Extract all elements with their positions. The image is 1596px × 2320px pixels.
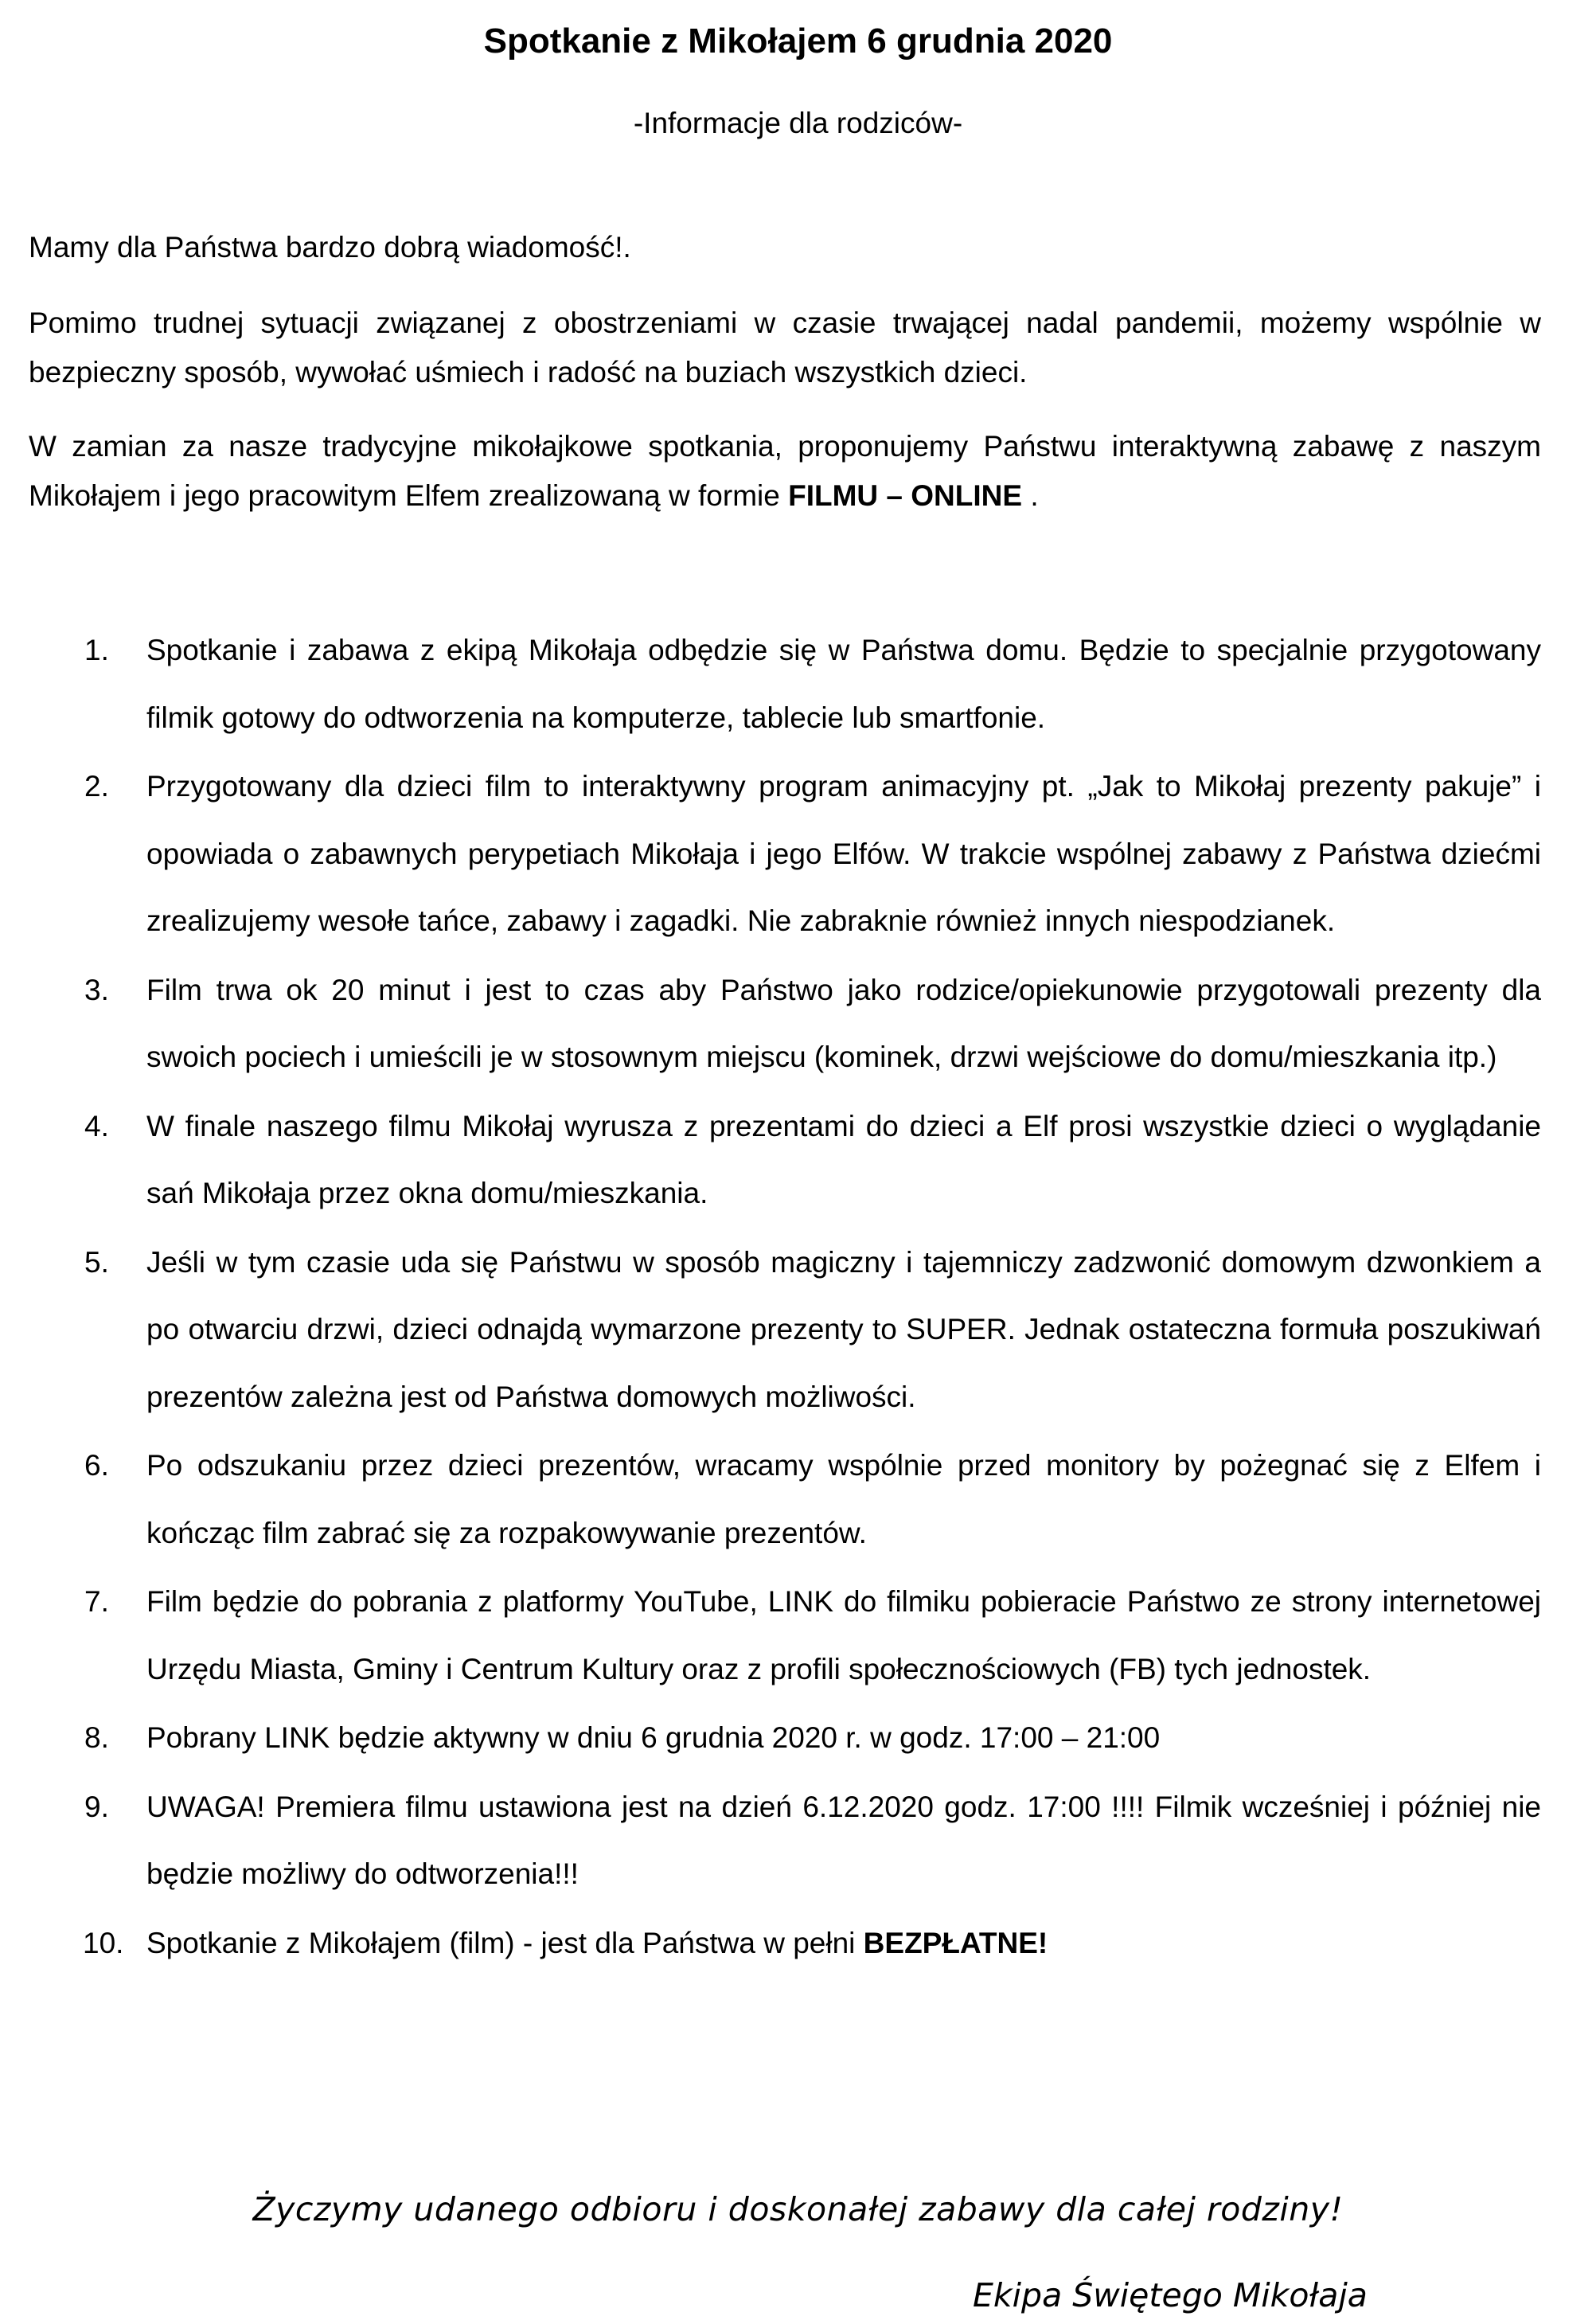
list-item-number: 9. [84,1790,109,1823]
proposal-text: W zamian za nasze tradycyjne mikołajkowe spotkania, proponujemy Państwu interaktywną zabawę z naszym Mikołajem i jego pracowitym Elfem zrealizowaną w formie [29,430,1541,512]
document-title: Spotkanie z Mikołajem 6 grudnia 2020 [483,21,1113,61]
list-item-number: 7. [84,1585,109,1618]
list-item-text: W finale naszego filmu Mikołaj wyrusza z prezentami do dzieci a Elf prosi wszystkie dzieci o wyglądanie sań Mikołaja przez okna domu/mieszkania. [146,1109,1541,1209]
signature: Ekipa Świętego Mikołaja [973,2276,1368,2314]
list-item-number: 5. [84,1245,109,1279]
proposal-bold-text: FILMU – ONLINE [788,479,1023,512]
list-item [0,1229,1541,1431]
list-item-text: Spotkanie i zabawa z ekipą Mikołaja odbędzie się w Państwa domu. Będzie to specjalnie przygotowany filmik gotowy do odtworzenia na komputerze, tablecie lub smartfonie. [146,634,1541,734]
free-of-charge-bold: BEZPŁATNE! [863,1926,1048,1959]
list-item [0,1910,1541,1978]
list-item [0,1568,1541,1703]
list-item-number: 6. [84,1449,109,1482]
information-list [0,617,1596,1978]
intro-paragraph: Pomimo trudnej sytuacji związanej z obostrzeniami w czasie trwającej nadal pandemii, możemy wspólnie w bezpieczny sposób, wywołać uśmiech i radość na buziach wszystkich dzieci. [29,307,1541,389]
list-item-text: Film będzie do pobrania z platformy YouTube, LINK do filmiku pobieracie Państwo ze strony internetowej Urzędu Miasta, Gminy i Centrum Kultury oraz z profili społecznościowych (FB) tych jednostek. [146,1585,1541,1685]
list-item [0,753,1541,955]
proposal-paragraph [29,422,1541,521]
list-item [0,1432,1541,1567]
list-item-number: 3. [84,973,109,1006]
document-subtitle: -Informacje dla rodziców- [633,107,963,139]
list-item [0,617,1541,752]
list-item [0,1705,1541,1772]
list-item-number: 8. [84,1721,109,1754]
list-item-text: UWAGA! Premiera filmu ustawiona jest na dzień 6.12.2020 godz. 17:00 !!!! Filmik wcześniej i później nie będzie możliwy do odtworzenia!!! [146,1790,1541,1890]
list-item-number: 1. [84,634,109,666]
list-item-text: Spotkanie z Mikołajem (film) - jest dla Państwa w pełni [146,1926,864,1959]
proposal-end: . [1022,479,1039,512]
list-item-text: Przygotowany dla dzieci film to interaktywny program animacyjny pt. „Jak to Mikołaj prezenty pakuje” i opowiada o zabawnych perypetiach Mikołaja i jego Elfów. W trakcie wspólnej zabawy z Państwa dziećmi zrealizujemy wesołe tańce, zabawy i zagadki. Nie zabraknie również innych niespodzianek. [146,770,1541,937]
list-item-number: 10. [83,1926,124,1959]
list-item [0,1093,1541,1228]
list-item-number: 4. [84,1109,109,1142]
list-item [0,957,1541,1092]
greeting-paragraph: Mamy dla Państwa bardzo dobrą wiadomość!. [29,231,631,264]
list-item-number: 2. [84,770,109,803]
list-item [0,1774,1541,1908]
closing-wishes: Życzymy udanego odbioru i doskonałej zabawy dla całej rodziny! [252,2190,1344,2228]
list-item-text: Film trwa ok 20 minut i jest to czas aby Państwo jako rodzice/opiekunowie przygotowali prezenty dla swoich pociech i umieścili je w stosownym miejscu (kominek, drzwi wejściowe do domu/mieszkania itp.) [146,973,1541,1073]
list-item-text: Po odszukaniu przez dzieci prezentów, wracamy wspólnie przed monitory by pożegnać się z Elfem i kończąc film zabrać się za rozpakowywanie prezentów. [146,1449,1541,1549]
list-item-text: Jeśli w tym czasie uda się Państwu w sposób magiczny i tajemniczy zadzwonić domowym dzwonkiem a po otwarciu drzwi, dzieci odnajdą wymarzone prezenty to SUPER. Jednak ostateczna formuła poszukiwań prezentów zależna jest od Państwa domowych możliwości. [146,1245,1541,1413]
list-item-text: Pobrany LINK będzie aktywny w dniu 6 grudnia 2020 r. w godz. 17:00 – 21:00 [146,1721,1161,1754]
